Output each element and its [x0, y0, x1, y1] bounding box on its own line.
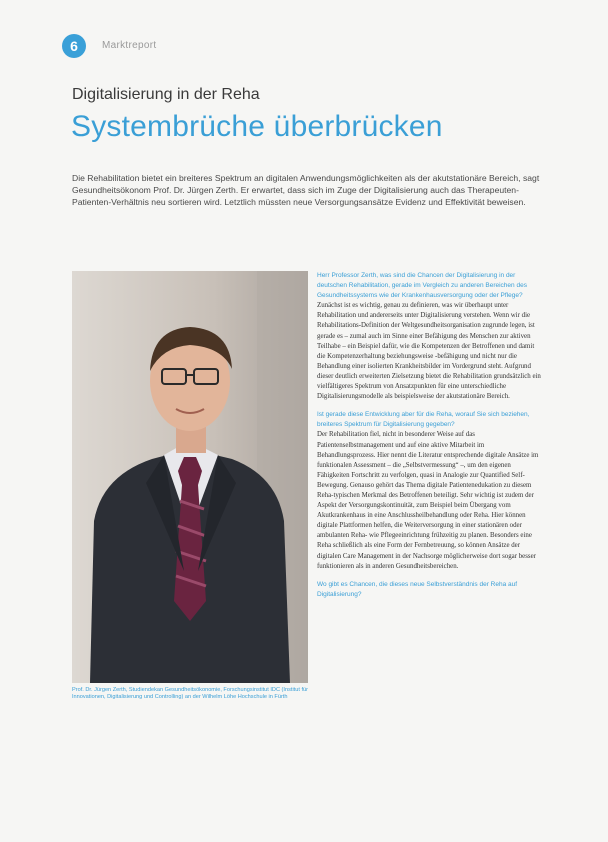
- spacer: [317, 402, 542, 410]
- interview-answer-1: Zunächst ist es wichtig, genau zu definieren, was wir überhaupt unter Rehabilitation und andererseits unter Digitalisierung verstehen. Wenn wir die Rehabilitations-Definition der Weltgesundheitsorganisation zugrunde legen, ist gerade es – zumal auch im Sinne einer Befähigung des Menschen zur aktiven Teilhabe – ein Beispiel dafür, wie die Kompetenzen der Betroffenen und damit die Kompetenzerhaltung beziehungsweise -befähigung und nicht nur die Behandlung einer isolierten Krankheitsbilder im Vordergrund steht. Aufgrund dieser deutlich erweiterten Zielsetzung bietet die Rehabilitation grundsätzlich ein vielfältigeres Spektrum von Ansatzpunkten für eine unterschiedliche Digitalisierungsmodelle als beispielsweise der akutstationäre Bereich.: [317, 302, 541, 401]
- interview-question-3: Wo gibt es Chancen, die dieses neue Selbstverständnis der Reha auf Digitalisierung?: [317, 580, 518, 598]
- photo-caption: Prof. Dr. Jürgen Zerth, Studiendekan Gesundheitsökonomie, Forschungsinstitut IDC (Institut für Innovationen, Digitalisierung und Controlling) an der Wilhelm Löhe Hochschule in Fürth: [72, 687, 308, 701]
- interview-question-1: Herr Professor Zerth, was sind die Chancen der Digitalisierung in der deutschen Rehabilitation, gerade im Vergleich zu anderen Bereichen des Gesundheitssystems wie der Krankenhausversorgung oder der Pflege?: [317, 272, 527, 300]
- interview-answer-2: Der Rehabilitation fiel, nicht in besonderer Weise auf das Patientenselbstmanagement und auf eine aktive Mitarbeit im Behandlungsprozess. Hier nennt die Literatur entsprechende digitale Ansätze im funktionalen Assessment – die „Selbstvermessung“ –, um den eigenen Fähigkeiten Fortschritt zu verfolgen, quasi in Analogie zur Quantified Self-Bewegung. Genauso gehört das Thema digitale Patientenedukation zu diesem Reha-typischen Merkmal des Betroffenen beteiligt. Sehr wichtig ist zudem der Aspekt der Versorgungskontinuität, zum Beispiel beim Übergang vom Akutkrankenhaus in eine Anschlussheilbehandlung oder Reha. Hier können digitale Plattformen helfen, die Weiterversorgung in einer stationären oder ambulanten Reha- wie Pflegeeinrichtung frühzeitig zu planen. Besonders eine Reha schließlich als eine Form der Fernbetreuung, so können Ansätze der digitalen Care Management in der Nachsorge möglicherweise dort sogar besser funktionieren als in anderen Gesundheitsbereichen.: [317, 431, 539, 570]
- article-kicker: Digitalisierung in der Reha: [72, 86, 260, 103]
- spacer: [317, 572, 542, 580]
- section-label: Marktreport: [102, 40, 157, 51]
- interview-question-2: Ist gerade diese Entwicklung aber für die Reha, worauf Sie sich beziehen, breiteres Spektrum für Digitalisierung gegeben?: [317, 411, 530, 429]
- portrait-illustration: [72, 271, 308, 683]
- article-lead: Die Rehabilitation bietet ein breiteres Spektrum an digitalen Anwendungsmöglichkeiten als der akutstationäre Bereich, sagt Gesundheitsökonom Prof. Dr. Jürgen Zerth. Er erwartet, dass sich im Zuge der Digitalisierung auch das Therapeuten-Patienten-Verhältnis neu sortieren wird. Letztlich müssten neue Versorgungsansätze Evidenz und Effektivität beweisen.: [72, 173, 540, 207]
- portrait-photo: [72, 271, 308, 683]
- article-headline: Systembrüche überbrücken: [71, 110, 443, 143]
- interview-column: [317, 271, 542, 600]
- page-number-badge: 6: [62, 34, 86, 58]
